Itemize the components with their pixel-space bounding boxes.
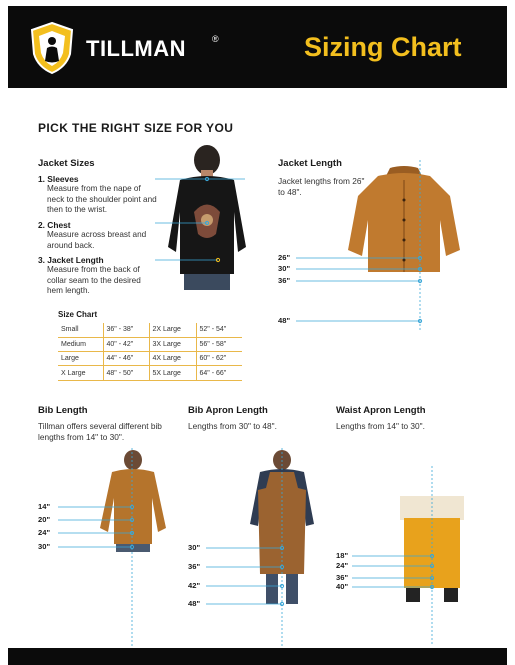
measure-label: 30" (38, 542, 51, 551)
measure-label: 30" (278, 264, 291, 273)
size-cell: 4X Large (149, 352, 196, 366)
size-cell: 5X Large (149, 366, 196, 380)
step-text: Measure from the nape of neck to the shoulder point and then to the wrist. (47, 184, 157, 215)
size-cell: 3X Large (149, 337, 196, 351)
jacket-sizes-title: Jacket Sizes (38, 158, 95, 169)
waist-apron-length-text: Lengths from 14" to 30". (336, 421, 425, 431)
step-sleeves (38, 174, 158, 216)
measure-label: 24" (336, 561, 349, 570)
range-cell: 40" - 42" (103, 337, 149, 351)
step-label: 2. Chest (38, 220, 71, 230)
measure-label: 20" (38, 515, 51, 524)
step-text: Measure across breast and around back. (47, 230, 147, 250)
table-row (58, 337, 242, 351)
header-banner (8, 6, 507, 88)
range-cell: 64" - 66" (196, 366, 242, 380)
measure-label: 30" (188, 543, 201, 552)
measure-label: 36" (278, 276, 291, 285)
black-jacket-model (150, 142, 260, 292)
measure-label: 18" (336, 551, 349, 560)
range-cell: 48" - 50" (103, 366, 149, 380)
range-cell: 36" - 38" (103, 323, 149, 337)
measure-label: 42" (188, 581, 201, 590)
tillman-shield-logo (30, 22, 74, 74)
measure-label: 48" (188, 599, 201, 608)
step-chest (38, 220, 158, 251)
bib-length-text: Tillman offers several different bib lengths from 14" to 30". (38, 421, 162, 442)
size-cell: X Large (58, 366, 103, 380)
step-label: 1. Sleeves (38, 174, 79, 184)
measure-label: 36" (336, 573, 349, 582)
measure-label: 14" (38, 502, 51, 511)
measure-label: 48" (278, 316, 291, 325)
bib-length-title: Bib Length (38, 405, 88, 416)
table-row (58, 323, 242, 337)
bib-apron-length-guides (206, 540, 296, 610)
size-cell: 2X Large (149, 323, 196, 337)
jacket-length-text: Jacket lengths from 26" to 48". (278, 176, 365, 197)
range-cell: 44" - 46" (103, 352, 149, 366)
footer-bar (8, 648, 507, 665)
size-cell: Medium (58, 337, 103, 351)
waist-apron-length-title: Waist Apron Length (336, 405, 426, 416)
step-jacket-length (38, 255, 158, 297)
range-cell: 52" - 54" (196, 323, 242, 337)
table-row (58, 366, 242, 380)
size-cell: Large (58, 352, 103, 366)
table-row (58, 352, 242, 366)
registered-mark: ® (212, 34, 219, 44)
jacket-length-title: Jacket Length (278, 158, 342, 169)
step-label: 3. Jacket Length (38, 255, 104, 265)
waist-apron-length-guides (352, 550, 442, 595)
measure-label: 24" (38, 528, 51, 537)
size-chart-table (58, 323, 242, 381)
range-cell: 60" - 62" (196, 352, 242, 366)
bib-length-guides (58, 500, 148, 560)
bib-apron-length-text: Lengths from 30" to 48". (188, 421, 277, 431)
bib-apron-length-title: Bib Apron Length (188, 405, 268, 416)
range-cell: 56" - 58" (196, 337, 242, 351)
measure-label: 36" (188, 562, 201, 571)
jacket-length-guides (296, 250, 436, 330)
size-cell: Small (58, 323, 103, 337)
measure-label: 40" (336, 582, 349, 591)
page-subtitle: PICK THE RIGHT SIZE FOR YOU (38, 121, 234, 135)
brand-name: TILLMAN (86, 36, 187, 61)
step-text: Measure from the back of collar seam to the desired hem length. (47, 265, 141, 296)
measure-label: 26" (278, 253, 291, 262)
page-title: Sizing Chart (304, 32, 462, 62)
size-chart-title: Size Chart (58, 310, 98, 319)
